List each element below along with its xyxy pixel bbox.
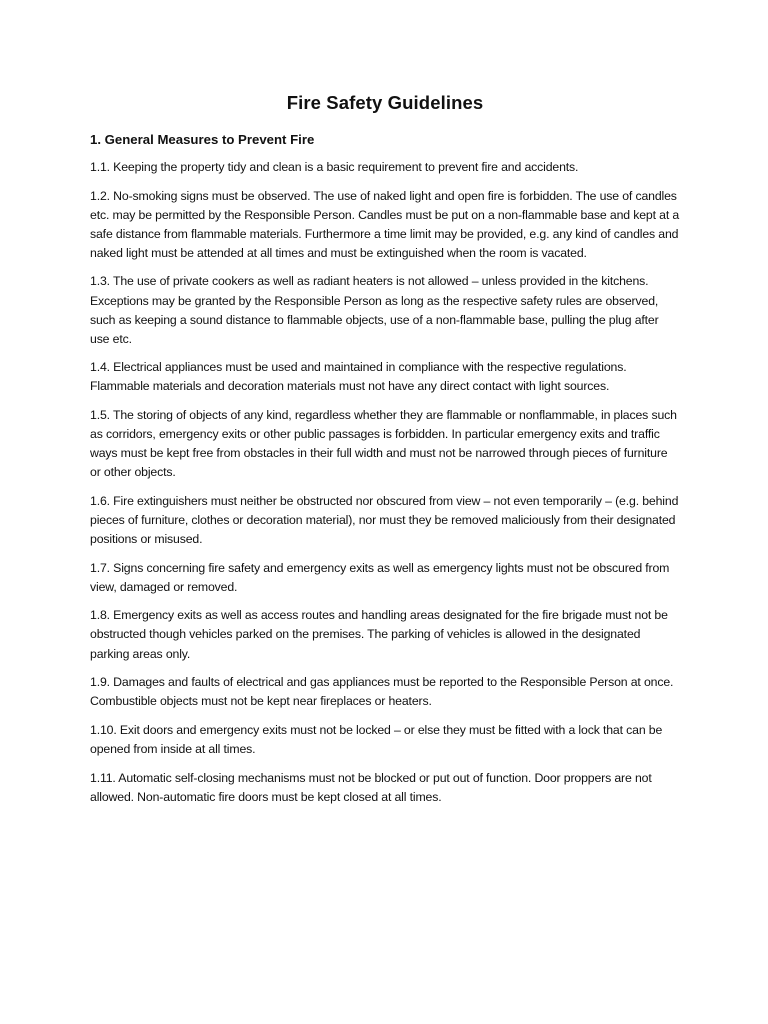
document-title: Fire Safety Guidelines	[286, 92, 484, 113]
paragraph-1-6: 1.6. Fire extinguishers must neither be obstructed nor obscured from view – not even temporarily – (e.g. behind pieces of furniture, clothes or decoration material), nor must they be removed maliciously from their designated positions or misused.	[90, 493, 679, 547]
section-heading: 1. General Measures to Prevent Fire	[90, 132, 315, 147]
paragraph-1-2: 1.2. No-smoking signs must be observed. The use of naked light and open fire is forbidden. The use of candles etc. may be permitted by the Responsible Person. Candles must be put on a non-flammable base and kept at a safe distance from flammable materials. Furthermore a time limit may be provided, e.g. any kind of candles and naked light must be attended at all times and must be extinguished when the room is vacated.	[90, 188, 680, 260]
paragraph-1-3: 1.3. The use of private cookers as well as radiant heaters is not allowed – unless provided in the kitchens. Exceptions may be granted by the Responsible Person as long as the respective safety rules are observed, such as keeping a sound distance to flammable objects, use of a non-flammable base, pulling the plug after use etc.	[90, 274, 659, 346]
paragraph-1-1: 1.1. Keeping the property tidy and clean is a basic requirement to prevent fire and accidents.	[90, 160, 579, 174]
paragraph-1-9: 1.9. Damages and faults of electrical and gas appliances must be reported to the Responsible Person at once. Combustible objects must not be kept near fireplaces or heaters.	[90, 675, 674, 709]
paragraph-1-7: 1.7. Signs concerning fire safety and emergency exits as well as emergency lights must not be obscured from view, damaged or removed.	[90, 560, 670, 594]
document-page	[90, 92, 680, 816]
paragraph-1-8: 1.8. Emergency exits as well as access routes and handling areas designated for the fire brigade must not be obstructed though vehicles parked on the premises. The parking of vehicles is allowed in the designated parking areas only.	[90, 608, 668, 661]
paragraph-1-4: 1.4. Electrical appliances must be used and maintained in compliance with the respective regulations. Flammable materials and decoration materials must not have any direct contact with light sources.	[90, 360, 627, 394]
paragraph-1-11: 1.11. Automatic self-closing mechanisms must not be blocked or put out of function. Door proppers are not allowed. Non-automatic fire doors must be kept closed at all times.	[90, 770, 652, 804]
paragraph-1-5: 1.5. The storing of objects of any kind, regardless whether they are flammable or nonflammable, in places such as corridors, emergency exits or other public passages is forbidden. In particular emergency exits and traffic ways must be kept free from obstacles in their full width and must not be narrowed through pieces of furniture or other objects.	[90, 408, 677, 480]
paragraph-1-10: 1.10. Exit doors and emergency exits must not be locked – or else they must be fitted with a lock that can be opened from inside at all times.	[90, 722, 663, 756]
